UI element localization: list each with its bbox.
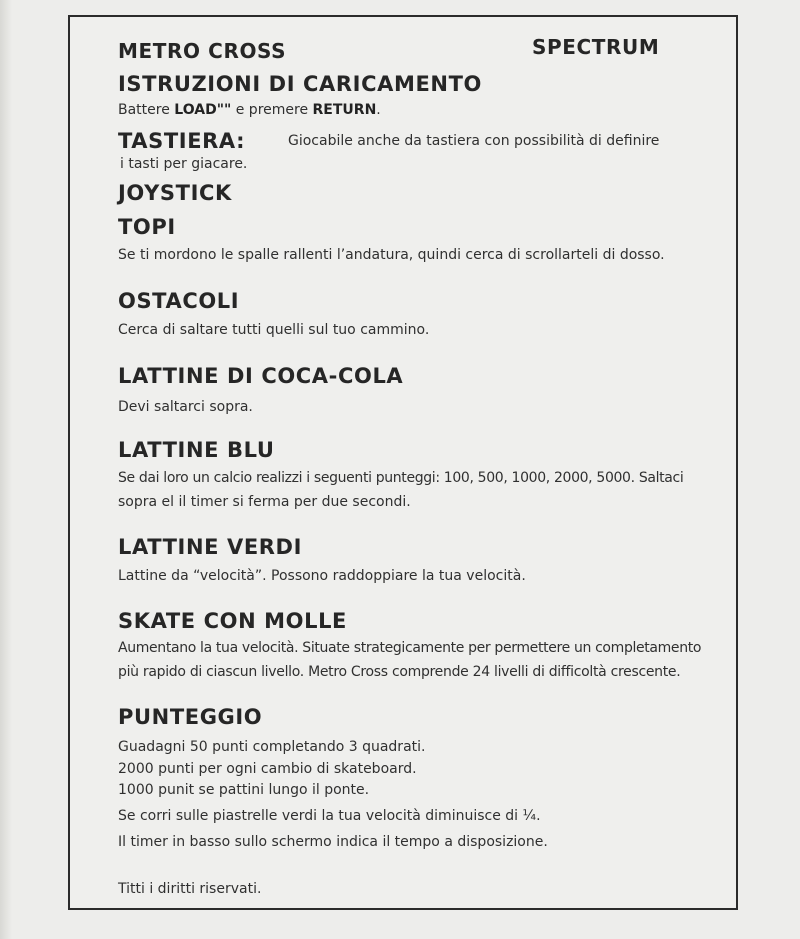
section-line: 1000 punit se pattini lungo il ponte.: [118, 782, 370, 798]
section-heading-ostacoli: OSTACOLI: [118, 289, 240, 313]
section-line: Se dai loro un calcio realizzi i seguenti punteggi: 100, 500, 1000, 2000, 5000. Saltaci: [118, 470, 684, 486]
keyboard-line-2: i tasti per giacare.: [120, 156, 248, 172]
load-command: LOAD"": [174, 102, 232, 118]
keyboard-line-1: Giocabile anche da tastiera con possibilità di definire: [288, 133, 660, 149]
keyboard-heading: TASTIERA:: [118, 129, 246, 153]
section-line: Guadagni 50 punti completando 3 quadrati.: [118, 739, 426, 755]
game-title: METRO CROSS: [118, 39, 287, 63]
section-line: Il timer in basso sullo schermo indica il tempo a disposizione.: [118, 834, 548, 850]
joystick-heading: JOYSTICK: [118, 181, 232, 205]
section-line: sopra el il timer si ferma per due secondi.: [118, 494, 411, 510]
section-line: 2000 punti per ogni cambio di skateboard.: [118, 761, 417, 777]
loading-mid: e premere: [231, 102, 313, 118]
platform-label: SPECTRUM: [532, 35, 660, 59]
section-line: Aumentano la tua velocità. Situate strategicamente per permettere un completamento: [118, 640, 702, 656]
section-line: Lattine da “velocità”. Possono raddoppiare la tua velocità.: [118, 568, 526, 584]
section-heading-punteggio: PUNTEGGIO: [118, 705, 263, 729]
loading-post: .: [376, 102, 381, 118]
section-line: Devi saltarci sopra.: [118, 399, 253, 415]
loading-pre: Battere: [118, 102, 175, 118]
instruction-card: [68, 15, 738, 910]
section-heading-topi: TOPI: [118, 215, 176, 239]
loading-text: [118, 102, 381, 118]
rights-notice: Titti i diritti riservati.: [118, 881, 262, 897]
section-heading-skate: SKATE CON MOLLE: [118, 609, 348, 633]
page-edge: [0, 0, 12, 939]
loading-heading: ISTRUZIONI DI CARICAMENTO: [118, 72, 482, 96]
section-heading-lattine-verdi: LATTINE VERDI: [118, 535, 302, 559]
section-line: più rapido di ciascun livello. Metro Cross comprende 24 livelli di difficoltà crescente.: [118, 664, 681, 680]
section-line: Se ti mordono le spalle rallenti l’andatura, quindi cerca di scrollarteli di dosso.: [118, 247, 665, 263]
section-line: Cerca di saltare tutti quelli sul tuo cammino.: [118, 322, 430, 338]
section-heading-coca-cola: LATTINE DI COCA-COLA: [118, 364, 404, 388]
section-heading-lattine-blu: LATTINE BLU: [118, 438, 275, 462]
section-line: Se corri sulle piastrelle verdi la tua velocità diminuisce di ¼.: [118, 808, 541, 824]
return-command: RETURN: [312, 102, 377, 118]
